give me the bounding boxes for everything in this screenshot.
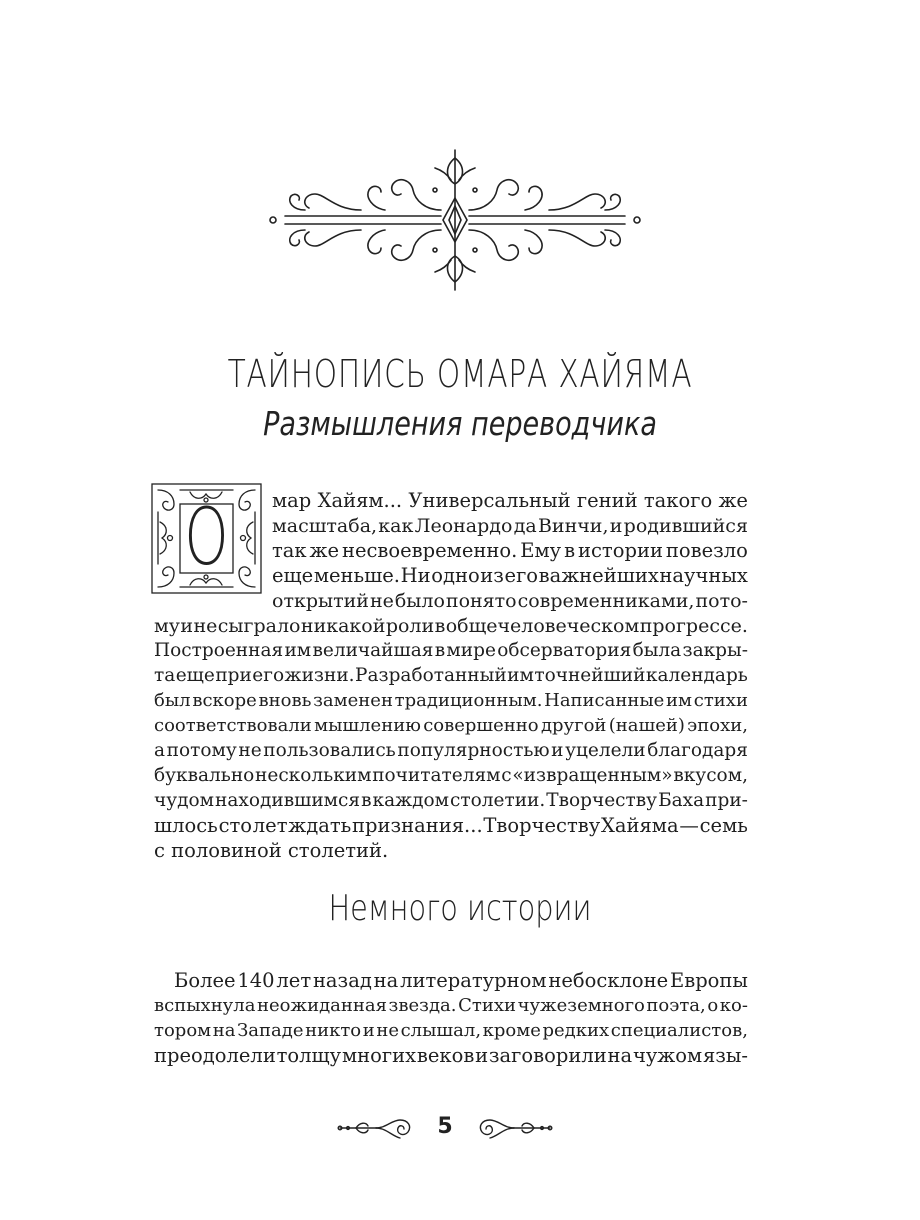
intro-line: буквально нескольким почитателям с «извращенным» вкусом, (154, 765, 748, 786)
page-number: 5 (437, 1114, 453, 1139)
footer-left-ornament-icon (336, 1110, 416, 1146)
intro-line: соответствовали мышлению совершенно другой (нашей) эпохи, (154, 715, 748, 736)
intro-line: шлось сто лет ждать признания... Творчеству Хайяма — семь (154, 814, 748, 837)
section-line: тором на Западе никто и не слышал, кроме редких специалистов, (154, 1020, 748, 1041)
intro-line: та еще при его жизни. Разработанный им точнейший календарь (154, 665, 748, 686)
chapter-title: ТАЙНОПИСЬ ОМАРА ХАЙЯМА (227, 352, 693, 396)
intro-line: чудом находившимся в каждом столетии. Творчеству Баха при- (154, 790, 748, 811)
top-ornament-icon (265, 140, 645, 300)
section-line: преодолели толщу многих веков и заговорили на чужом язы- (154, 1044, 748, 1067)
intro-line: так же несвоевременно. Ему в истории повезло (272, 539, 748, 562)
drop-cap (150, 482, 263, 595)
intro-line: мар Хайям... Универсальный гений такого же (272, 489, 748, 512)
intro-line: а потому не пользовались популярностью и уцелели благодаря (154, 740, 748, 761)
intro-line: с половиной столетий. (154, 839, 389, 862)
intro-line: был вскоре вновь заменен традиционным. Написанные им стихи (154, 690, 748, 711)
intro-line: масштаба, как Леонардо да Винчи, и родившийся (272, 515, 748, 537)
intro-line: открытий не было понято современниками, пото- (272, 590, 748, 612)
section-line: вспыхнула неожиданная звезда. Стихи чужеземного поэта, о ко- (154, 995, 748, 1016)
intro-line: еще меньше. Ни одно из его важнейших научных (272, 564, 748, 587)
section-line: Более 140 лет назад на литературном небосклоне Европы (174, 969, 748, 992)
footer-right-ornament-icon (474, 1110, 554, 1146)
intro-line: Построенная им величайшая в мире обсерватория была закры- (154, 640, 748, 661)
intro-line: му и не сыграло никакой роли в общечеловеческом прогрессе. (154, 615, 748, 637)
drop-cap-letter: О (184, 493, 229, 583)
chapter-subtitle: Размышления переводчика (263, 404, 657, 443)
section-heading: Немного истории (328, 888, 592, 929)
